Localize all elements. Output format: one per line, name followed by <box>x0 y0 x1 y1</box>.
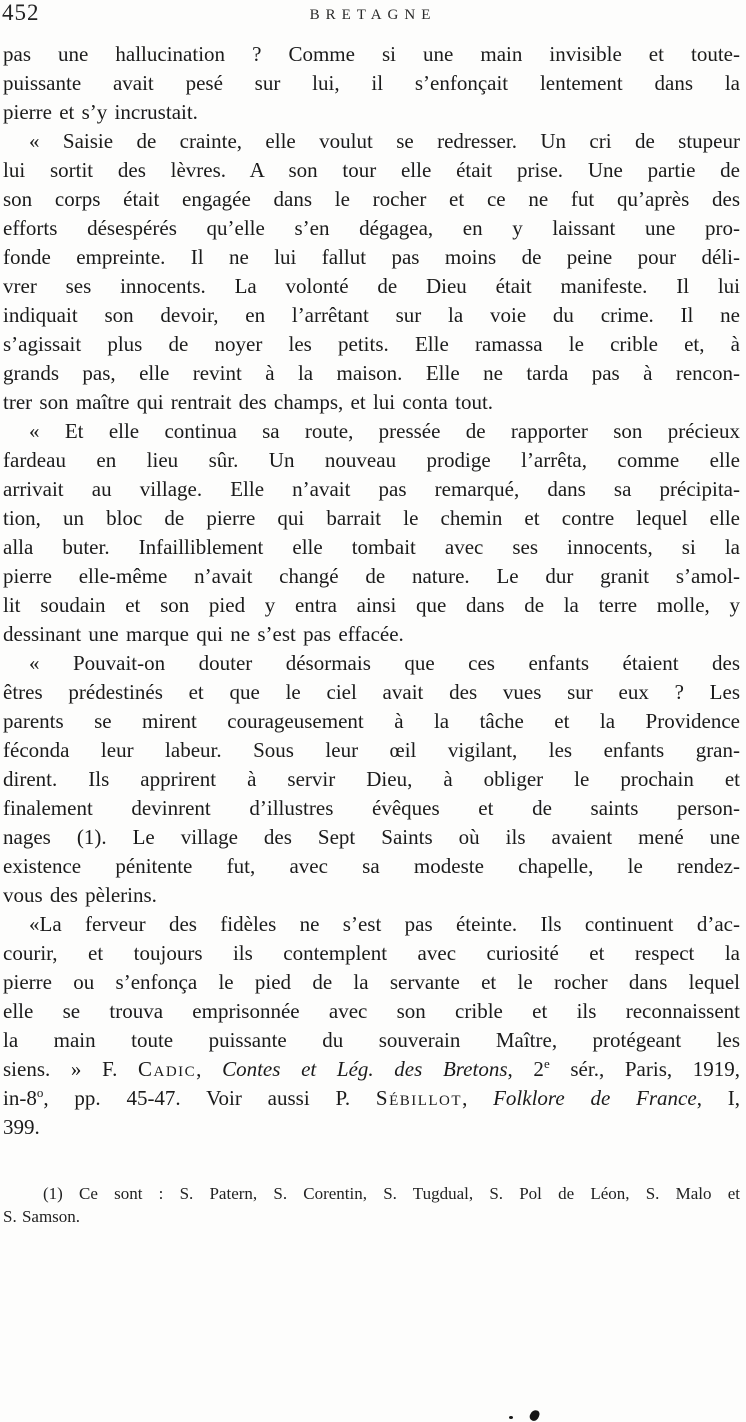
italic-citation: Folklore de France <box>493 1086 697 1110</box>
text-line: fonde empreinte. Il ne lui fallut pas moins de peine pour déli- <box>3 245 740 269</box>
text-line <box>3 1055 740 1084</box>
italic-citation: Contes et Lég. des Bretons <box>222 1057 508 1081</box>
ink-speck <box>529 1409 541 1422</box>
text-segment: siens. » F. <box>3 1057 138 1081</box>
text-line: vrer ses innocents. La volonté de Dieu était manifeste. Il lui <box>3 274 740 298</box>
text-segment: sér., Paris, 1919, <box>549 1057 741 1081</box>
text-line: la main toute puissante du souverain Maître, protégeant les <box>3 1028 740 1052</box>
author-name: Sébillot <box>375 1086 463 1110</box>
text-segment: , <box>196 1057 223 1081</box>
text-line: lui sortit des lèvres. A son tour elle était prise. Une partie de <box>3 158 740 182</box>
text-line: dirent. Ils apprirent à servir Dieu, à obliger le prochain et <box>3 767 740 791</box>
text-line: lit soudain et son pied y entra ainsi que dans de la terre molle, y <box>3 593 740 617</box>
text-line: « Pouvait-on douter désormais que ces enfants étaient des <box>29 651 740 675</box>
text-line: courir, et toujours ils contemplent avec curiosité et respect la <box>3 941 740 965</box>
ink-speck <box>509 1416 513 1419</box>
text-line: arrivait au village. Elle n’avait pas remarqué, dans sa précipita- <box>3 477 740 501</box>
text-line: dessinant une marque qui ne s’est pas effacée. <box>3 622 404 646</box>
text-line: « Et elle continua sa route, pressée de rapporter son précieux <box>29 419 740 443</box>
paragraph <box>3 910 740 1142</box>
text-line: féconda leur labeur. Sous leur œil vigilant, les enfants gran- <box>3 738 740 762</box>
text-line: elle se trouva emprisonnée avec son crible et ils reconnaissent <box>3 999 740 1023</box>
text-segment: e <box>543 1056 550 1071</box>
text-line: pierre elle-même n’avait changé de nature. Le dur granit s’amol- <box>3 564 740 588</box>
page-header <box>0 0 746 32</box>
footnote <box>3 1182 740 1228</box>
text-segment: , <box>462 1086 494 1110</box>
text-line: grands pas, elle revint à la maison. Elle ne tarda pas à rencon- <box>3 361 740 385</box>
text-segment: o <box>36 1085 44 1100</box>
footnote-line: S. Samson. <box>3 1207 81 1226</box>
text-line: finalement devinrent d’illustres évêques et de saints person- <box>3 796 740 820</box>
text-line: pas une hallucination ? Comme si une main invisible et toute- <box>3 42 740 66</box>
text-line: trer son maître qui rentrait des champs, et lui conta tout. <box>3 390 494 414</box>
text-line: puissante avait pesé sur lui, il s’enfonçait lentement dans la <box>3 71 740 95</box>
text-line: existence pénitente fut, avec sa modeste chapelle, le rendez- <box>3 854 740 878</box>
text-line: vous des pèlerins. <box>3 883 157 907</box>
text-line: êtres prédestinés et que le ciel avait des vues sur eux ? Les <box>3 680 740 704</box>
text-line: «La ferveur des fidèles ne s’est pas éteinte. Ils continuent d’ac- <box>29 912 740 936</box>
text-line: nages (1). Le village des Sept Saints où ils avaient mené une <box>3 825 740 849</box>
text-segment: , I, <box>696 1086 740 1110</box>
text-line: pierre ou s’enfonça le pied de la servante et le rocher dans lequel <box>3 970 740 994</box>
text-line: « Saisie de crainte, elle voulut se redresser. Un cri de stupeur <box>29 129 740 153</box>
paragraph <box>3 40 740 127</box>
paragraph <box>3 127 740 417</box>
body-text <box>3 40 740 1142</box>
text-line: 399. <box>3 1115 40 1139</box>
text-line: s’agissait plus de noyer les petits. Elle ramassa le crible et, à <box>3 332 740 356</box>
text-line <box>3 1084 740 1113</box>
text-line: fardeau en lieu sûr. Un nouveau prodige l’arrêta, comme elle <box>3 448 740 472</box>
text-segment: , 2 <box>507 1057 544 1081</box>
text-segment: , pp. 45-47. Voir aussi P. <box>43 1086 376 1110</box>
text-line: tion, un bloc de pierre qui barrait le chemin et contre lequel elle <box>3 506 740 530</box>
author-name: Cadic <box>137 1057 197 1081</box>
footnote-line: (1) Ce sont : S. Patern, S. Corentin, S. Tugdual, S. Pol de Léon, S. Malo et <box>43 1184 740 1203</box>
paragraph <box>3 417 740 649</box>
running-title: BRETAGNE <box>309 7 437 23</box>
text-line: efforts désespérés qu’elle s’en dégagea, en y laissant une pro- <box>3 216 740 240</box>
text-line: parents se mirent courageusement à la tâche et la Providence <box>3 709 740 733</box>
text-line: son corps était engagée dans le rocher et ce ne fut qu’après des <box>3 187 740 211</box>
page-number: 452 <box>2 0 40 25</box>
text-line: indiquait son devoir, en l’arrêtant sur la voie du crime. Il ne <box>3 303 740 327</box>
text-line: alla buter. Infailliblement elle tombait avec ses innocents, si la <box>3 535 740 559</box>
paragraph <box>3 649 740 910</box>
text-line: pierre et s’y incrustait. <box>3 100 198 124</box>
text-segment: in-8 <box>3 1086 37 1110</box>
